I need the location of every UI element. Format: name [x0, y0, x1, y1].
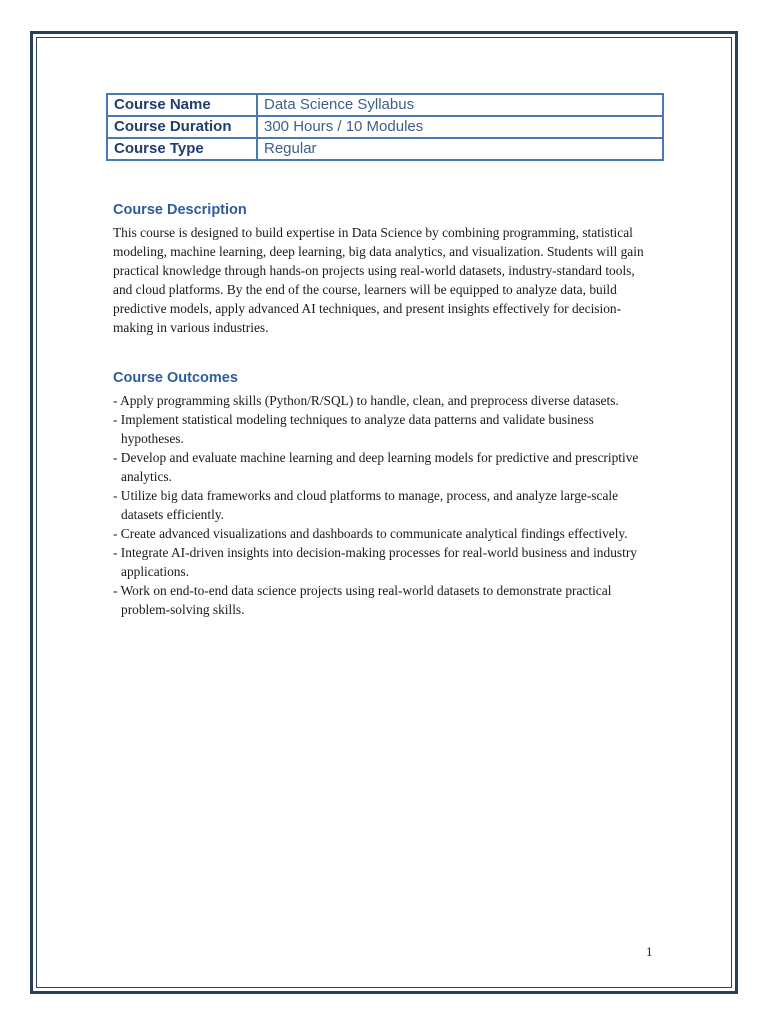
page-number: 1 — [646, 944, 653, 959]
outcomes-list — [113, 391, 653, 619]
list-item: - Implement statistical modeling techniques to analyze data patterns and validate business hypotheses. — [113, 412, 594, 446]
description-heading: Course Description — [113, 202, 247, 218]
course-duration-value: 300 Hours / 10 Modules — [257, 116, 663, 138]
course-duration-label: Course Duration — [107, 116, 257, 138]
document-body — [113, 200, 653, 619]
course-name-label: Course Name — [107, 94, 257, 116]
list-item: - Apply programming skills (Python/R/SQL) to handle, clean, and preprocess diverse datasets. — [113, 393, 619, 408]
table-row — [107, 116, 663, 138]
list-item: - Utilize big data frameworks and cloud platforms to manage, process, and analyze large-scale datasets efficiently. — [113, 488, 619, 522]
outcomes-heading: Course Outcomes — [113, 370, 238, 386]
course-type-label: Course Type — [107, 138, 257, 160]
course-name-value: Data Science Syllabus — [257, 94, 663, 116]
table-row — [107, 138, 663, 160]
course-type-value: Regular — [257, 138, 663, 160]
list-item: - Create advanced visualizations and dashboards to communicate analytical findings effectively. — [113, 526, 628, 541]
list-item: - Develop and evaluate machine learning and deep learning models for predictive and prescriptive analytics. — [113, 450, 639, 484]
list-item: - Integrate AI-driven insights into decision-making processes for real-world business and industry applications. — [113, 545, 637, 579]
course-info-table — [106, 93, 664, 161]
description-text: This course is designed to build expertise in Data Science by combining programming, statistical modeling, machine learning, deep learning, big data analytics, and visualization. Students will gain practical knowledge through hands-on projects using real-world datasets, industry-standard tools, and cloud platforms. By the end of the course, learners will be equipped to analyze data, build predictive models, apply advanced AI techniques, and present insights effectively for decision-making in various industries. — [113, 225, 644, 335]
table-row — [107, 94, 663, 116]
list-item: - Work on end-to-end data science projects using real-world datasets to demonstrate practical problem-solving skills. — [113, 583, 612, 617]
